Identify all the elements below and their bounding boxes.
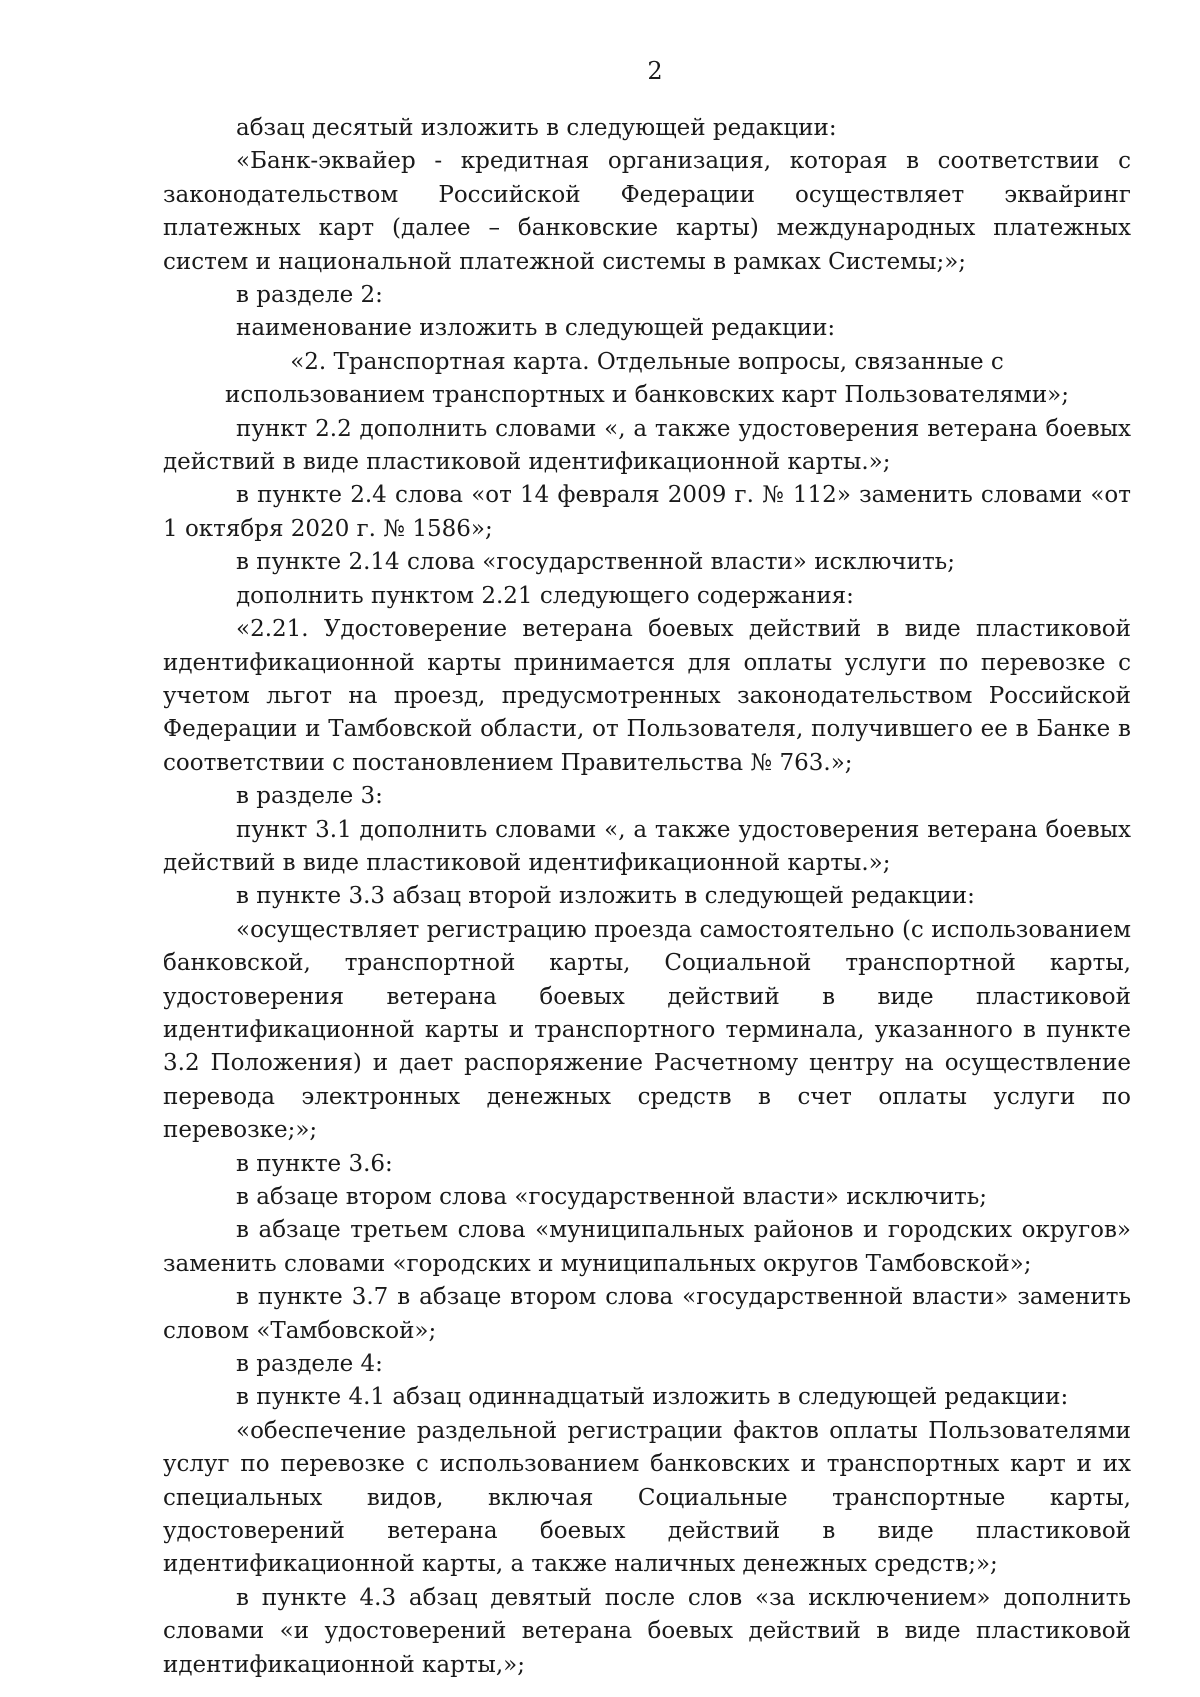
paragraph: дополнить пунктом 2.21 следующего содержания: [236, 582, 854, 609]
paragraph: в абзаце втором слова «государственной власти» исключить; [236, 1184, 988, 1210]
paragraph: пункт 2.2 дополнить словами «, а также удостоверения ветерана боевых действий в виде пластиковой идентификационной карты.»; [163, 415, 1131, 476]
paragraph: в абзаце третьем слова «муниципальных районов и городских округов» заменить словами «городских и муниципальных округов Тамбовской»; [163, 1217, 1131, 1277]
section-heading-line: использованием транспортных и банковских карт Пользователями»; [225, 382, 1069, 409]
paragraph: в пункте 3.3 абзац второй изложить в следующей редакции: [236, 883, 975, 910]
page-number: 2 [647, 57, 663, 85]
document-body [163, 112, 1131, 1682]
paragraph: пункт 3.1 дополнить словами «, а также удостоверения ветерана боевых действий в виде пластиковой идентификационной карты.»; [163, 816, 1131, 876]
paragraph: в пункте 3.6: [236, 1150, 393, 1177]
section-heading [163, 346, 1131, 413]
paragraph: наименование изложить в следующей редакции: [236, 315, 836, 342]
paragraph: в разделе 4: [236, 1351, 383, 1378]
paragraph: «Банк-эквайер - кредитная организация, которая в соответствии с законодательством Российской Федерации осуществляет эквайринг платежных карт (далее – банковские карты) международных платежных систем и национальной платежной системы в рамках Системы;»; [163, 148, 1131, 275]
section-heading-line: «2. Транспортная карта. Отдельные вопросы, связанные с [290, 348, 1004, 375]
paragraph: в разделе 2: [236, 282, 383, 309]
paragraph: «обеспечение раздельной регистрации фактов оплаты Пользователями услуг по перевозке с использованием банковских и транспортных карт и их специальных видов, включая Социальные транспортные карты, удостоверений ветерана боевых действий в виде пластиковой идентификационной карты, а также наличных денежных средств;»; [163, 1417, 1131, 1578]
paragraph: в пункте 4.1 абзац одиннадцатый изложить в следующей редакции: [236, 1384, 1069, 1411]
paragraph: «осуществляет регистрацию проезда самостоятельно (с использованием банковской, транспортной карты, Социальной транспортной карты, удостоверения ветерана боевых действий в виде пластиковой идентификационной карты и транспортного терминала, указанного в пункте 3.2 Положения) и дает распоряжение Расчетному центру на осуществление перевода электронных денежных средств в счет оплаты услуги по перевозке;»; [163, 916, 1131, 1144]
paragraph: в пункте 2.4 слова «от 14 февраля 2009 г. № 112» заменить словами «от 1 октября 2020 г. № 1586»; [163, 482, 1131, 542]
paragraph: «2.21. Удостоверение ветерана боевых действий в виде пластиковой идентификационной карты принимается для оплаты услуги по перевозке с учетом льгот на проезд, предусмотренных законодательством Российской Федерации и Тамбовской области, от Пользователя, получившего ее в Банке в соответствии с постановлением Правительства № 763.»; [163, 616, 1131, 776]
paragraph: в пункте 4.3 абзац девятый после слов «за исключением» дополнить словами «и удостоверений ветерана боевых действий в виде пластиковой идентификационной карты,»; [163, 1584, 1131, 1678]
paragraph: абзац десятый изложить в следующей редакции: [236, 115, 837, 141]
paragraph: в пункте 3.7 в абзаце втором слова «государственной власти» заменить словом «Тамбовской»; [163, 1284, 1131, 1344]
paragraph: в пункте 2.14 слова «государственной власти» исключить; [236, 549, 955, 576]
paragraph: в разделе 3: [236, 783, 383, 810]
